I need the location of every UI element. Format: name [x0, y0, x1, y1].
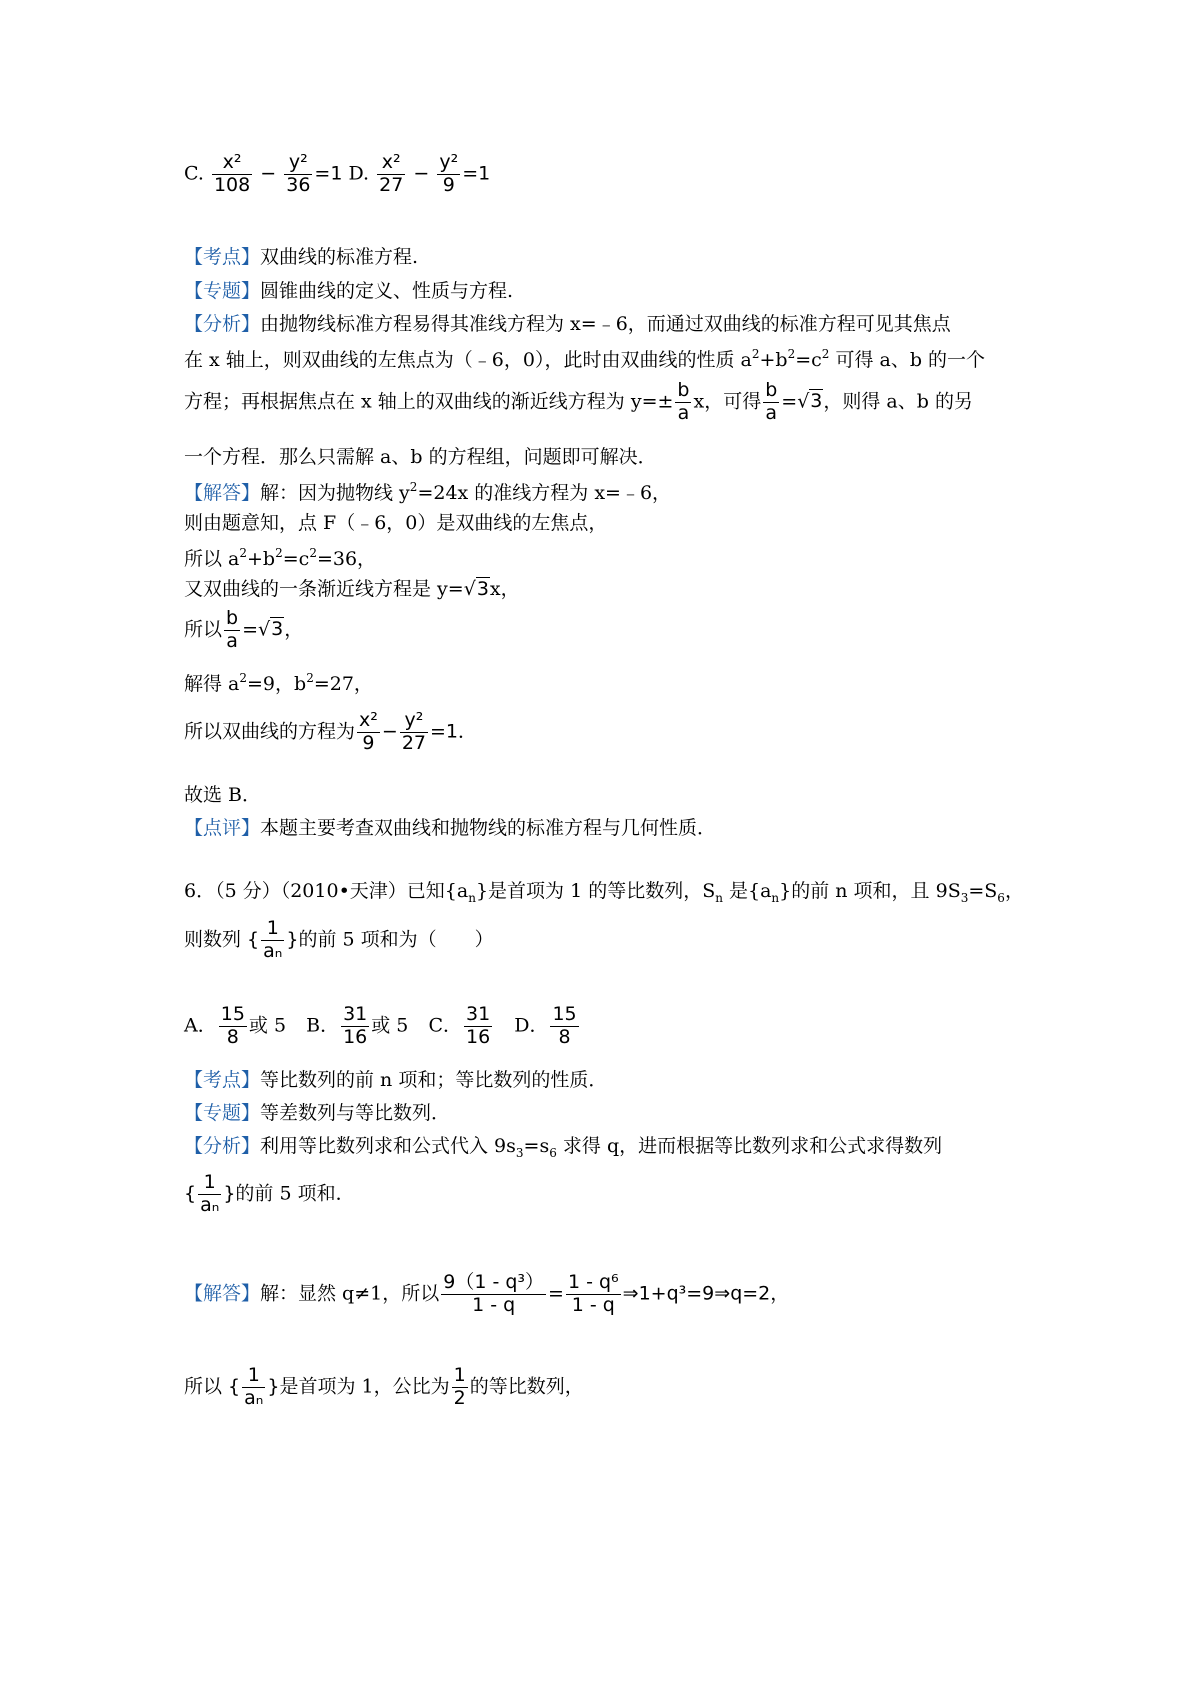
- fraction: [464, 1004, 492, 1049]
- option-d-label: D.: [348, 162, 370, 185]
- fenxi-tag: 【分析】: [184, 313, 261, 335]
- text: 利用等比数列求和公式代入 9s: [260, 1135, 516, 1157]
- numerator: y²: [439, 151, 459, 173]
- numerator: 1: [453, 1364, 466, 1386]
- text: ⇒1+q³=9⇒q=2，: [622, 1282, 790, 1305]
- dianping-line: [184, 819, 716, 838]
- fraction: [441, 1272, 546, 1317]
- denominator: 16: [466, 1025, 491, 1048]
- denominator: 9: [442, 173, 455, 196]
- text: 解：显然 q≠1，所以: [260, 1282, 440, 1305]
- fraction: [341, 1004, 369, 1049]
- text: x，: [489, 578, 520, 600]
- fraction: [242, 1365, 265, 1410]
- text: 所以 a: [184, 548, 240, 570]
- equals-one: =1: [462, 162, 491, 185]
- numerator: 1: [198, 1172, 221, 1195]
- answer-line: [184, 786, 261, 805]
- text: x，可得: [693, 390, 762, 413]
- numerator: b: [677, 379, 690, 401]
- text: +b: [759, 349, 788, 371]
- jieda-line-6: [184, 672, 373, 694]
- fraction: [357, 710, 380, 755]
- numerator: 31: [466, 1003, 491, 1025]
- denominator: 8: [558, 1025, 571, 1048]
- text: 的等比数列，: [469, 1375, 584, 1398]
- text: 所以: [184, 618, 223, 641]
- numerator: y²: [284, 152, 312, 175]
- numerator: 31: [343, 1003, 368, 1025]
- dianping-tag: 【点评】: [184, 817, 261, 839]
- option-c-label: C.: [184, 162, 204, 185]
- text: =c: [795, 349, 822, 371]
- text: }的前 n 项和，且 9S: [779, 880, 961, 902]
- kaodian-tag: 【考点】: [184, 246, 261, 268]
- text: 【解答】: [184, 1282, 261, 1305]
- numerator: b: [226, 607, 239, 629]
- kaodian-text: 双曲线的标准方程.: [260, 246, 419, 268]
- text: 是{a: [722, 880, 772, 902]
- fraction: [437, 152, 460, 197]
- text: 或 5: [248, 1014, 287, 1037]
- sub: n: [715, 891, 723, 905]
- q6-zhuanti-line: [184, 1104, 450, 1123]
- q6-kaodian-line: [184, 1071, 607, 1090]
- left-brace: {: [222, 1375, 241, 1398]
- numerator: x²: [359, 709, 378, 731]
- text: =36，: [316, 548, 377, 570]
- denominator: aₙ: [200, 1193, 220, 1216]
- sub: 6: [549, 1146, 557, 1160]
- numerator: 1: [261, 918, 284, 941]
- question-6-line-2: [184, 918, 494, 963]
- denominator: 2: [453, 1386, 466, 1409]
- text: 的前 5 项和．: [235, 1182, 355, 1205]
- minus-sign: −: [413, 162, 430, 185]
- sup: 2: [239, 546, 248, 560]
- denominator: 8: [226, 1025, 239, 1048]
- fraction: [212, 152, 252, 197]
- text: =: [781, 390, 798, 413]
- sub: n: [468, 891, 476, 905]
- fenxi-line-4: [184, 448, 657, 467]
- sup: 2: [239, 671, 248, 685]
- fenxi-line-3: [184, 380, 973, 425]
- jieda-line-7: [184, 710, 477, 755]
- jieda-line-3: [184, 547, 376, 569]
- denominator: 1 - q: [472, 1293, 516, 1316]
- jieda-tag: 【解答】: [184, 482, 261, 504]
- text: 【专题】: [184, 1102, 261, 1124]
- numerator: 15: [220, 1003, 245, 1025]
- text: 等差数列与等比数列．: [260, 1102, 451, 1124]
- sub: 3: [960, 891, 969, 905]
- sup: 2: [306, 671, 314, 685]
- fraction: [284, 152, 312, 197]
- text: 一个方程．那么只需解 a、b 的方程组，问题即可解决．: [184, 446, 657, 468]
- text: 解得 a: [184, 673, 240, 695]
- sqrt-symbol: √3: [258, 618, 284, 641]
- sup: 2: [409, 480, 418, 494]
- sup: 2: [821, 347, 830, 361]
- text: 本题主要考查双曲线和抛物线的标准方程与几何性质．: [260, 817, 717, 839]
- denominator: 27: [401, 731, 426, 754]
- text: 等比数列的前 n 项和；等比数列的性质．: [260, 1069, 608, 1091]
- fraction: [198, 1172, 221, 1217]
- denominator: aₙ: [263, 939, 283, 962]
- text: 则由题意知，点 F（﹣6，0）是双曲线的左焦点，: [184, 512, 608, 534]
- sub: 3: [515, 1146, 524, 1160]
- sup: 2: [309, 546, 317, 560]
- numerator: 9（1 - q³）: [443, 1271, 545, 1293]
- right-brace: }: [223, 1182, 236, 1205]
- text: B．: [306, 1014, 340, 1037]
- fraction: [566, 1272, 621, 1317]
- numerator: 15: [552, 1003, 577, 1025]
- text: =c: [282, 548, 310, 570]
- fraction: [224, 608, 240, 653]
- sub: n: [771, 891, 780, 905]
- numerator: 1: [242, 1365, 265, 1388]
- text: 故选 B．: [184, 784, 262, 806]
- fenxi-line-1: [184, 315, 951, 334]
- text: ，: [1004, 880, 1024, 902]
- text: 或 5: [371, 1014, 409, 1037]
- text: =: [242, 618, 258, 641]
- text: 求得 q，进而根据等比数列求和公式求得数列: [556, 1135, 943, 1157]
- text: 可得 a、b 的一个: [829, 349, 986, 371]
- fraction: [675, 380, 691, 425]
- sqrt-symbol: √3: [797, 390, 823, 413]
- right-brace: }: [267, 1375, 280, 1398]
- text: 则数列: [184, 928, 242, 951]
- denominator: a: [677, 401, 690, 424]
- denominator: 16: [343, 1025, 368, 1048]
- text: 解：因为抛物线 y: [260, 482, 410, 504]
- text: 所以: [184, 1375, 223, 1398]
- right-brace: }: [286, 928, 299, 951]
- text: =24x 的准线方程为 x=﹣6，: [417, 482, 672, 504]
- text: D．: [514, 1014, 549, 1037]
- denominator: 108: [213, 173, 251, 196]
- text: 【考点】: [184, 1069, 261, 1091]
- question-6-options: [184, 1004, 581, 1049]
- q6-jieda-line-2: [184, 1365, 584, 1410]
- zhuanti-text: 圆锥曲线的定义、性质与方程.: [260, 280, 514, 302]
- text: 在 x 轴上，则双曲线的左焦点为（﹣6，0），此时由双曲线的性质 a: [184, 349, 752, 371]
- fraction: [377, 152, 405, 197]
- jieda-line-1: [184, 481, 671, 503]
- jieda-line-4: [184, 580, 520, 599]
- text: A．: [184, 1014, 217, 1037]
- text: C．: [428, 1014, 462, 1037]
- fraction: [550, 1004, 578, 1049]
- sqrt-symbol: √3: [463, 578, 489, 600]
- text: =27，: [313, 673, 373, 695]
- text: ，则得 a、b 的另: [823, 390, 973, 413]
- q6-fenxi-line-2: [184, 1172, 355, 1217]
- numerator: y²: [400, 710, 428, 733]
- left-brace: {: [241, 928, 260, 951]
- text: 是首项为 1，公比为: [279, 1375, 450, 1398]
- text: =S: [968, 880, 998, 902]
- text: +b: [247, 548, 276, 570]
- zhuanti-line: [184, 282, 513, 301]
- radicand: 3: [476, 578, 489, 600]
- fraction: [219, 1004, 247, 1049]
- fraction: [261, 918, 284, 963]
- jieda-line-2: [184, 514, 607, 533]
- text: =: [548, 1282, 564, 1305]
- sup: 2: [751, 347, 760, 361]
- denominator: aₙ: [244, 1386, 264, 1409]
- sup: 2: [787, 347, 796, 361]
- text: 6．（5 分）（2010•天津）已知{a: [184, 880, 469, 902]
- fenxi-line-2: [184, 348, 985, 370]
- text: 所以双曲线的方程为: [184, 720, 356, 743]
- kaodian-line: [184, 248, 418, 267]
- denominator: 9: [362, 731, 375, 754]
- fenxi-text: 由抛物线标准方程易得其准线方程为 x=﹣6，而通过双曲线的标准方程可见其焦点: [260, 313, 951, 335]
- q6-fenxi-line-1: [184, 1137, 942, 1159]
- minus-sign: −: [381, 720, 398, 743]
- text: }是首项为 1 的等比数列，S: [475, 880, 716, 902]
- denominator: 27: [379, 173, 404, 196]
- numerator: x²: [212, 152, 252, 175]
- left-brace: {: [184, 1182, 197, 1205]
- jieda-line-5: [184, 608, 303, 653]
- radicand: 3: [271, 618, 284, 641]
- minus-sign: −: [260, 162, 277, 185]
- options-cd-line: [184, 152, 490, 197]
- text: ，: [284, 618, 304, 641]
- q6-jieda-line-1: [184, 1272, 789, 1317]
- sup: 2: [275, 546, 283, 560]
- text: =1．: [430, 720, 478, 743]
- radicand: 3: [810, 390, 823, 413]
- text: 方程；再根据焦点在 x 轴上的双曲线的渐近线方程为 y=±: [184, 390, 674, 413]
- text: =s: [523, 1135, 550, 1157]
- fraction: [400, 710, 428, 755]
- zhuanti-tag: 【专题】: [184, 280, 261, 302]
- text: =9，b: [247, 673, 307, 695]
- question-6-line-1: [184, 882, 1024, 904]
- denominator: 1 - q: [571, 1293, 615, 1316]
- text: 又双曲线的一条渐近线方程是 y=: [184, 578, 464, 600]
- numerator: 1 - q⁶: [567, 1271, 619, 1293]
- denominator: 36: [286, 173, 311, 196]
- text: 【分析】: [184, 1135, 261, 1157]
- denominator: a: [226, 629, 238, 652]
- fraction: [452, 1365, 468, 1410]
- text: 的前 5 项和为（ ）: [298, 928, 494, 951]
- numerator: b: [765, 379, 778, 401]
- numerator: x²: [377, 152, 405, 175]
- denominator: a: [765, 401, 778, 424]
- sub: 6: [997, 891, 1005, 905]
- equals-one: =1: [314, 162, 343, 185]
- fraction: [763, 380, 779, 425]
